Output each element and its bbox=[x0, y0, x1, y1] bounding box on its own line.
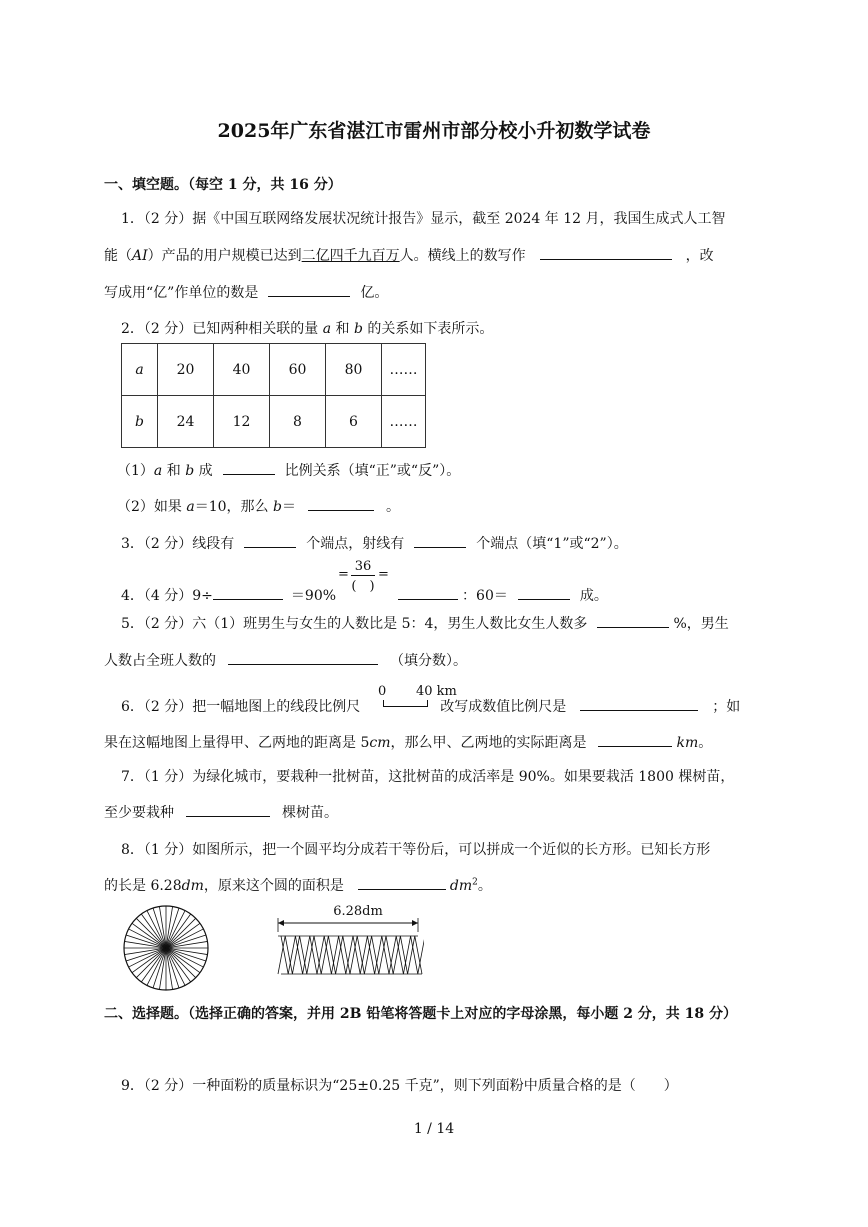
q4-fraction-denominator: ( ) bbox=[351, 579, 375, 594]
q2-text: ＝ bbox=[281, 499, 296, 515]
table-cell: 24 bbox=[158, 396, 214, 448]
table-cell: …… bbox=[382, 396, 426, 448]
table-cell: 80 bbox=[326, 344, 382, 396]
q8-text: ，原来这个圆的面积是 bbox=[203, 878, 344, 894]
approx-rectangle-figure bbox=[272, 918, 424, 976]
table-cell: 6 bbox=[326, 396, 382, 448]
q8-line2 bbox=[104, 875, 492, 895]
q4-text: ＝90% bbox=[290, 588, 337, 604]
q7-line1: 7．（1 分）为绿化城市，要栽种一批树苗，这批树苗的成活率是 90%。如果要栽活 1800 棵树苗， bbox=[121, 769, 735, 785]
circle-sector-line bbox=[141, 914, 166, 948]
q3-blank-1[interactable] bbox=[244, 533, 296, 548]
q4-equals: = bbox=[338, 567, 349, 582]
q2-var-a: a bbox=[153, 463, 163, 479]
q8-line1: 8．（1 分）如图所示，把一个圆平均分成若干等份后，可以拼成一个近似的长方形。已知长方形 bbox=[121, 842, 711, 858]
q7-text: 至少要栽种 bbox=[104, 805, 174, 821]
q2-text: 和 bbox=[331, 321, 354, 337]
table-cell: 60 bbox=[270, 344, 326, 396]
circle-sector-line bbox=[166, 948, 200, 973]
q1-text: 能（ bbox=[104, 248, 132, 264]
q2-sub2 bbox=[117, 496, 400, 516]
q4-equals: = bbox=[378, 567, 389, 582]
q8-unit-dm: dm bbox=[181, 878, 204, 894]
table-cell: 40 bbox=[214, 344, 270, 396]
q6-line2 bbox=[104, 732, 712, 752]
q5-blank-1[interactable] bbox=[597, 613, 669, 628]
table-cell: 12 bbox=[214, 396, 270, 448]
table-cell: 20 bbox=[158, 344, 214, 396]
q8-unit-dm2: dm bbox=[449, 878, 473, 894]
q2-text: 的关系如下表所示。 bbox=[362, 321, 494, 337]
q9-line: 9．（2 分）一种面粉的质量标识为“25±0.25 千克”，则下列面粉中质量合格的是（ ） bbox=[121, 1078, 678, 1094]
q6-text: 果在这幅地图上量得甲、乙两地的距离是 5 bbox=[104, 735, 370, 751]
q3-line bbox=[121, 533, 628, 553]
q7-text: 棵树苗。 bbox=[282, 805, 338, 821]
q3-text: 个端点（填“1”或“2”）。 bbox=[476, 536, 628, 552]
page-number: 1 / 14 bbox=[413, 1121, 455, 1137]
q2-text: ＝10，那么 bbox=[194, 499, 273, 515]
q1-blank-1[interactable] bbox=[540, 245, 672, 260]
q2-text: 成 bbox=[194, 463, 213, 479]
scale-bar-40km: 40 km bbox=[416, 684, 457, 699]
q4-blank-3[interactable] bbox=[518, 585, 570, 600]
q7-line2 bbox=[104, 802, 338, 822]
q2-sub1 bbox=[117, 460, 460, 480]
circle-sector-line bbox=[132, 923, 166, 948]
rectangle-length-label: 6.28dm bbox=[333, 904, 383, 919]
q2-text: 2．（2 分）已知两种相关联的量 bbox=[121, 321, 323, 337]
q1-ai: AI bbox=[132, 248, 148, 264]
q1-line3 bbox=[104, 282, 388, 302]
q2-text: （2）如果 bbox=[117, 499, 187, 515]
q4-text: 成。 bbox=[579, 588, 608, 604]
q1-text: 亿。 bbox=[360, 285, 389, 301]
q4-blank-1[interactable] bbox=[213, 585, 283, 600]
q4-text: ：60＝ bbox=[462, 588, 508, 604]
q2-text: （1） bbox=[117, 463, 154, 479]
q2-stem bbox=[121, 318, 493, 338]
section-1-heading: 一、填空题。（每空 1 分，共 16 分） bbox=[104, 177, 342, 193]
q1-blank-2[interactable] bbox=[268, 282, 350, 297]
q5-blank-2[interactable] bbox=[228, 650, 378, 665]
q7-blank[interactable] bbox=[186, 802, 270, 817]
q3-blank-2[interactable] bbox=[414, 533, 466, 548]
q5-text: 人数占全班人数的 bbox=[104, 653, 216, 669]
table-row bbox=[122, 396, 426, 448]
q6-text: ，那么甲、乙两地的实际距离是 bbox=[390, 735, 587, 751]
q2-blank-2[interactable] bbox=[308, 496, 374, 511]
q3-text: 3．（2 分）线段有 bbox=[121, 536, 235, 552]
q2-var-a: a bbox=[322, 321, 332, 337]
circle-sector-line bbox=[166, 914, 191, 948]
table-cell: b bbox=[122, 396, 158, 448]
q4-blank-2[interactable] bbox=[398, 585, 458, 600]
divided-circle-figure bbox=[122, 904, 210, 992]
circle-sector-line bbox=[166, 923, 200, 948]
q3-text: 个端点，射线有 bbox=[306, 536, 405, 552]
q2-var-b: b bbox=[353, 321, 363, 337]
q2-relation-table bbox=[121, 343, 426, 448]
q1-text: 写成用“亿”作单位的数是 bbox=[104, 285, 259, 301]
table-row bbox=[122, 344, 426, 396]
q1-text: ，改 bbox=[685, 248, 714, 264]
q6-unit-cm: cm bbox=[369, 735, 391, 751]
q6-blank-2[interactable] bbox=[598, 732, 672, 747]
table-cell: …… bbox=[382, 344, 426, 396]
document-title: 2025年广东省湛江市雷州市部分校小升初数学试卷 bbox=[217, 120, 651, 142]
q2-var-b: b bbox=[272, 499, 282, 515]
table-cell: 8 bbox=[270, 396, 326, 448]
table-cell: a bbox=[122, 344, 158, 396]
q2-var-b: b bbox=[185, 463, 195, 479]
q8-text: 。 bbox=[477, 878, 492, 894]
q2-blank-1[interactable] bbox=[223, 460, 275, 475]
q6-unit-km: km bbox=[676, 735, 699, 751]
q1-text: ）产品的用户规模已达到 bbox=[147, 248, 302, 264]
q6-text: 6．（2 分）把一幅地图上的线段比例尺 bbox=[121, 699, 361, 715]
q8-text: 的长是 6.28 bbox=[104, 878, 182, 894]
q1-line2 bbox=[104, 245, 714, 265]
q4-fraction-numerator: 36 bbox=[351, 558, 375, 576]
circle-sector-line bbox=[166, 948, 191, 982]
q2-var-a: a bbox=[186, 499, 195, 515]
q1-line1: 1．（2 分）据《中国互联网络发展状况统计报告》显示，截至 2024 年 12 月，我国生成式人工智 bbox=[121, 211, 726, 227]
scale-bar-zero: 0 bbox=[378, 684, 387, 699]
q5-text: 5．（2 分）六（1）班男生与女生的人数比是 5：4，男生人数比女生人数多 bbox=[121, 616, 588, 632]
q6-text: ；如 bbox=[712, 699, 741, 715]
q4-text: 4．（4 分）9÷ bbox=[121, 588, 213, 604]
rectangle-sector-zigzag bbox=[278, 936, 422, 974]
q6-blank-1[interactable] bbox=[580, 696, 698, 711]
q1-text: 人。横线上的数写作 bbox=[399, 248, 526, 264]
q5-line1 bbox=[121, 613, 729, 633]
section-2-heading: 二、选择题。（选择正确的答案，并用 2B 铅笔将答题卡上对应的字母涂黑，每小题 2 分，共 18 分） bbox=[104, 1006, 738, 1022]
q5-text: （填分数）。 bbox=[390, 653, 467, 669]
q2-text: 。 bbox=[385, 499, 400, 515]
q6-line1 bbox=[121, 696, 740, 716]
q8-blank[interactable] bbox=[358, 875, 446, 890]
q4-line bbox=[121, 585, 608, 605]
q5-text: %，男生 bbox=[673, 616, 729, 632]
q2-text: 和 bbox=[162, 463, 186, 479]
q8-unit-superscript: 2 bbox=[472, 877, 478, 888]
q1-underlined-number: 二亿四千九百万 bbox=[301, 248, 400, 264]
q6-text: 。 bbox=[698, 735, 713, 751]
circle-sector-line bbox=[141, 948, 166, 982]
rectangle-sector-zigzag bbox=[281, 936, 424, 974]
q5-line2 bbox=[104, 650, 467, 670]
q6-text: 改写成数值比例尺是 bbox=[440, 699, 567, 715]
q2-text: 比例关系（填“正”或“反”）。 bbox=[284, 463, 461, 479]
circle-sector-line bbox=[132, 948, 166, 973]
